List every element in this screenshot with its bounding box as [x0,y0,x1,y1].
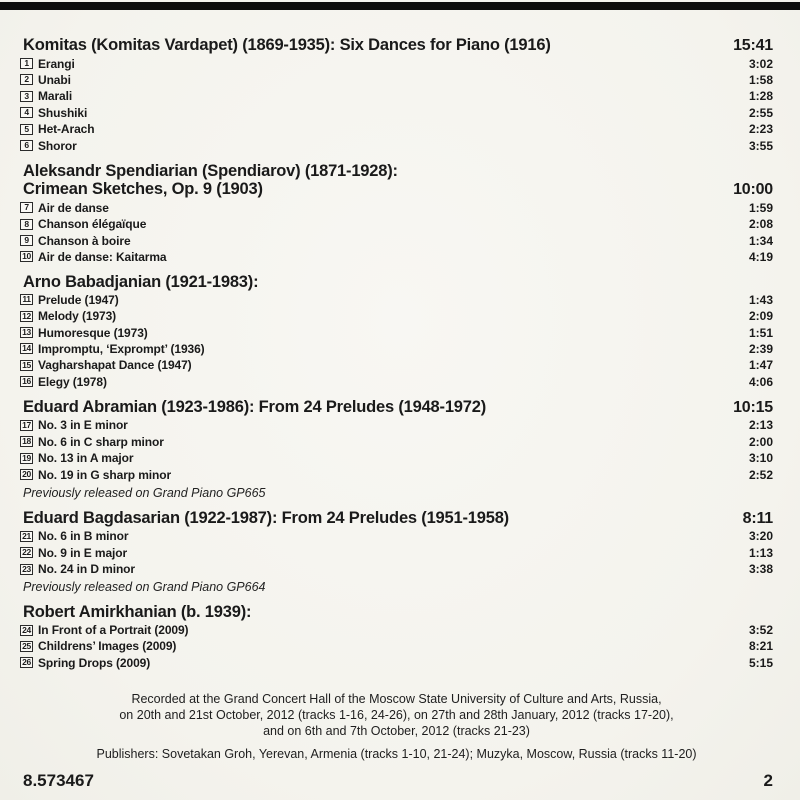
track-duration: 2:13 [748,418,773,433]
work-section [20,162,773,265]
work-heading-row [20,36,773,55]
track-row [20,357,773,373]
track-row [20,561,773,577]
work-section [20,603,773,671]
track-title: Chanson à boire [38,233,131,248]
track-row [20,466,773,482]
track-row [20,324,773,340]
track-row [20,638,773,654]
track-title: Marali [38,89,73,104]
track-number-badge: 22 [20,547,33,558]
work-heading: Aleksandr Spendiarian (Spendiarov) (1871-1928): [23,161,398,180]
track-number-badge: 16 [20,376,33,387]
track-duration: 1:58 [748,72,773,87]
track-title: No. 24 in D minor [38,562,135,577]
work-heading: Eduard Abramian (1923-1986): From 24 Preludes (1948-1972) [23,397,487,416]
publishers-line: Publishers: Sovetakan Groh, Yerevan, Armenia (tracks 1-10, 21-24); Muzyka, Moscow, Russia (tracks 11-20) [96,747,697,761]
track-number-badge: 2 [20,74,33,85]
track-duration: 3:38 [748,562,773,577]
track-row [20,308,773,324]
track-duration: 3:52 [748,623,773,638]
recording-credit-line: and on 6th and 7th October, 2012 (tracks 21-23) [263,724,530,738]
track-title: Chanson élégaïque [38,217,147,232]
track-title: Het-Arach [38,122,95,137]
track-row [20,341,773,357]
track-duration: 3:20 [748,529,773,544]
work-heading: Eduard Bagdasarian (1922-1987): From 24 Preludes (1951-1958) [23,508,509,527]
work-heading-row [20,509,773,528]
work-heading-row [20,273,773,291]
track-duration: 2:08 [748,217,773,232]
page-number: 2 [763,771,773,790]
track-number-badge: 7 [20,202,33,213]
work-duration: 15:41 [733,37,773,54]
track-row [20,249,773,265]
track-title: Air de danse: Kaitarma [38,249,167,264]
top-rule [0,2,800,10]
track-title: Impromptu, ‘Exprompt’ (1936) [38,341,205,356]
track-number-badge: 10 [20,251,33,262]
track-title: Unabi [38,72,71,87]
track-duration: 1:59 [748,200,773,215]
track-duration: 2:23 [748,122,773,137]
track-duration: 8:21 [748,639,773,654]
track-duration: 1:43 [748,292,773,307]
previous-release-note: Previously released on Grand Piano GP664 [23,580,266,595]
catalog-number: 8.573467 [23,771,94,790]
work-heading: Komitas (Komitas Vardapet) (1869-1935): Six Dances for Piano (1916) [23,36,551,54]
track-duration: 1:28 [748,89,773,104]
track-number-badge: 13 [20,327,33,338]
track-title: Air de danse [38,200,109,215]
work-heading: Robert Amirkhanian (b. 1939): [23,603,252,622]
work-heading: Crimean Sketches, Op. 9 (1903) [23,180,263,199]
track-number-badge: 1 [20,58,33,69]
track-number-badge: 12 [20,311,33,322]
track-duration: 1:47 [748,358,773,373]
track-duration: 3:10 [748,451,773,466]
track-duration: 2:09 [748,309,773,324]
work-section [20,509,773,596]
track-title: No. 19 in G sharp minor [38,467,172,482]
track-title: No. 6 in B minor [38,529,129,544]
page-footer [20,771,773,791]
track-number-badge: 9 [20,235,33,246]
track-number-badge: 17 [20,420,33,431]
recording-credit-line: Recorded at the Grand Concert Hall of the Moscow State University of Culture and Arts, Russia, [131,692,662,706]
track-title: No. 3 in E minor [38,418,128,433]
work-section [20,398,773,501]
track-title: No. 9 in E major [38,545,128,560]
work-duration: 10:15 [733,398,773,416]
work-section [20,36,773,154]
work-heading-row [20,180,773,199]
track-duration: 5:15 [748,655,773,670]
track-row [20,622,773,638]
track-number-badge: 23 [20,564,33,575]
track-row [20,121,773,137]
track-title: No. 6 in C sharp minor [38,434,164,449]
track-title: Prelude (1947) [38,292,119,307]
track-number-badge: 18 [20,436,33,447]
track-row [20,200,773,216]
track-row [20,373,773,389]
track-number-badge: 25 [20,641,33,652]
track-duration: 2:55 [748,105,773,120]
track-title: Erangi [38,56,75,71]
track-row [20,216,773,232]
track-title: No. 13 in A major [38,451,134,466]
track-row [20,55,773,71]
track-row [20,232,773,248]
recording-credit-line: on 20th and 21st October, 2012 (tracks 1-16, 24-26), on 27th and 28th January, 2012 (tracks 17-20), [119,708,674,722]
track-duration: 2:39 [748,341,773,356]
track-number-badge: 15 [20,360,33,371]
track-duration: 2:00 [748,434,773,449]
track-number-badge: 19 [20,453,33,464]
track-title: Spring Drops (2009) [38,655,151,670]
track-duration: 1:13 [748,545,773,560]
track-row [20,545,773,561]
track-row [20,528,773,544]
track-row [20,105,773,121]
track-row [20,434,773,450]
track-number-badge: 14 [20,343,33,354]
track-row [20,88,773,104]
work-duration: 8:11 [742,509,773,527]
work-heading-row [20,398,773,417]
track-duration: 2:52 [748,467,773,482]
track-row [20,655,773,671]
track-title: Elegy (1978) [38,374,107,389]
track-number-badge: 6 [20,140,33,151]
work-heading: Arno Babadjanian (1921-1983): [23,273,259,292]
track-number-badge: 20 [20,469,33,480]
work-heading-row [20,162,773,180]
track-title: Melody (1973) [38,309,117,324]
work-heading-row [20,603,773,621]
track-number-badge: 21 [20,531,33,542]
previous-release-note: Previously released on Grand Piano GP665 [23,485,266,500]
track-duration: 4:06 [748,374,773,389]
track-duration: 4:19 [748,249,773,264]
track-number-badge: 5 [20,124,33,135]
work-duration: 10:00 [733,181,773,199]
track-number-badge: 3 [20,91,33,102]
track-number-badge: 11 [20,294,33,305]
track-number-badge: 4 [20,107,33,118]
track-duration: 3:02 [748,56,773,71]
tracklist-content [20,36,773,791]
track-duration: 1:51 [748,325,773,340]
track-title: Shushiki [38,105,88,120]
track-row [20,417,773,433]
track-row [20,292,773,308]
work-section [20,273,773,390]
track-number-badge: 26 [20,657,33,668]
track-row [20,72,773,88]
track-duration: 3:55 [748,138,773,153]
track-title: Humoresque (1973) [38,325,148,340]
track-title: In Front of a Portrait (2009) [38,623,189,638]
recording-credits [20,691,773,762]
track-title: Shoror [38,138,77,153]
track-duration: 1:34 [748,233,773,248]
track-number-badge: 8 [20,219,33,230]
track-title: Childrens’ Images (2009) [38,639,177,654]
track-number-badge: 24 [20,625,33,636]
track-row [20,450,773,466]
track-title: Vagharshapat Dance (1947) [38,358,192,373]
track-row [20,137,773,153]
